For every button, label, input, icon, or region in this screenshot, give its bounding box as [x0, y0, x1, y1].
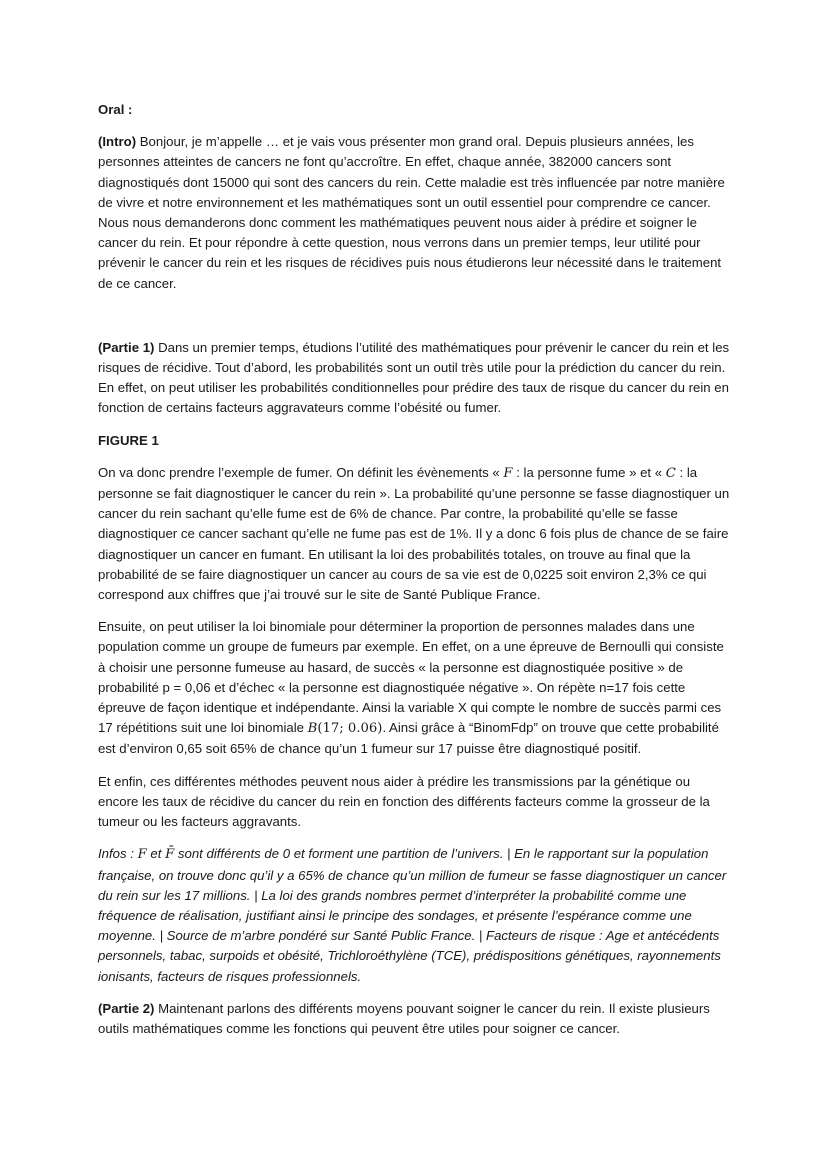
partie1-text: Dans un premier temps, étudions l’utilité des mathématiques pour prévenir le cancer du rein et les risques de récidive. Tout d’abord, les probabilités sont un outil très utile pour la prédiction du cancer du rein. En effet, on peut utiliser les probabilités conditionnelles pour prédire des taux de risque du cancer du rein en fonction de certains facteurs aggravateurs comme l’obésité ou fumer. — [98, 339, 730, 416]
title-colon: : — [124, 102, 133, 117]
intro-text: Bonjour, je m’appelle … et je vais vous présenter mon grand oral. Depuis plusieurs années, les personnes atteintes de cancers ne font qu’accroître. En effet, chaque année, 382000 cancers sont diagnostiqués dont 15000 qui sont des cancers du rein. Cette maladie est très influencée par notre manière de vivre et notre environnement et les mathématiques sont un outil essentiel pour comprendre ce cancer. Nous nous demanderons donc comment les mathématiques peuvent nous aider à prédire et soigner le cancer du rein. Et pour répondre à cette question, nous verrons dans un premier temps, leur utilité pour prévenir le cancer du rein et les risques de récidives puis nous étudierons leur nécessité dans le traitement de ce cancer. — [98, 134, 725, 291]
fumer-paragraph — [98, 463, 730, 605]
binomiale-text-b: . Ainsi grâce à “BinomFdp” on trouve que cette probabilité est d’environ 0,65 soit 65% de chance qu’un 1 fumeur sur 17 puisse être diagnostiqué positif. — [98, 720, 719, 757]
fumer-text-a: On va donc prendre l’exemple de fumer. On définit les évènements « — [98, 464, 504, 480]
intro-label: (Intro) — [98, 134, 137, 150]
enfin-paragraph: Et enfin, ces différentes méthodes peuvent nous aider à prédire les transmissions par la génétique ou encore les taux de récidive du cancer du rein en fonction des différents facteurs comme la grosseur de la tumeur ou les facteurs aggravants. — [98, 773, 710, 830]
binomiale-paragraph — [98, 617, 730, 759]
binomial-params: (17; 0.06) — [317, 721, 383, 737]
event-c-symbol: C — [665, 465, 676, 481]
partie1-label: (Partie 1) — [98, 339, 155, 355]
partie2-paragraph — [98, 999, 730, 1039]
infos-fbar-symbol: F̄ — [165, 847, 175, 863]
document-title — [98, 100, 730, 120]
event-f-symbol: F — [503, 465, 513, 481]
binomiale-text-a: Ensuite, on peut utiliser la loi binomiale pour déterminer la proportion de personnes malades dans une population comme un groupe de fumeurs par exemple. En effet, on a une épreuve de Bernoulli qui consiste à choisir une personne fumeuse au hasard, de succès « la personne est diagnostiquée positive » de probabilité p = 0,06 et d’échec « la personne est diagnostiquée négative ». On répète n=17 fois cette épreuve de façon identique et indépendante. Ainsi la variable X qui compte le nombre de succès parmi ces 17 répétitions suit une loi binomiale — [98, 619, 724, 736]
infos-text-b: et — [146, 846, 166, 862]
infos-paragraph — [98, 844, 730, 986]
title-text: Oral — [98, 102, 125, 117]
binomial-b-symbol: B — [307, 721, 318, 737]
partie2-label: (Partie 2) — [98, 1000, 155, 1016]
fumer-text-b: : la personne fume » et « — [512, 464, 666, 480]
partie1-paragraph — [98, 338, 730, 419]
infos-f-symbol: F — [137, 847, 147, 863]
intro-paragraph — [98, 132, 730, 294]
fumer-text-c: : la personne se fait diagnostiquer le cancer du rein ». La probabilité qu’une personne se fasse diagnostiquer un cancer du rein sachant qu’elle fume est de 6% de chance. Par contre, la probabilité qu’elle se fasse diagnostiquer ce cancer sachant qu’elle ne fume pas est de 1%. Il y a donc 6 fois plus de chance de se faire diagnostiquer un cancer en fumant. En utilisant la loi des probabilités totales, on trouve au final que la probabilité de se faire diagnostiquer un cancer au cours de sa vie est de 0,0225 soit environ 2,3% ce qui correspond aux chiffres que j’ai trouvé sur le site de Santé Publique France. — [98, 464, 730, 603]
infos-text-a: Infos : — [98, 846, 138, 862]
section-spacer — [98, 306, 730, 338]
infos-text-c: sont différents de 0 et forment une partition de l’univers. | En le rapportant sur la population française, on trouve donc qu’il y a 65% de chance qu’un million de fumeur se fasse diagnostiquer un cancer du rein sur les 17 millions. | La loi des grands nombres permet d’interpréter la probabilité comme une fréquence de réalisation, justifiant ainsi le principe des sondages, et présente l’espérance comme une moyenne. | Source de m’arbre pondéré sur Santé Public France. | Facteurs de risque : Age et antécédents personnels, tabac, surpoids et obésité, Trichloroéthylène (TCE), prédispositions génétiques, rayonnements ionisants, facteurs de risques professionnels. — [98, 846, 727, 984]
figure-label: FIGURE 1 — [98, 432, 159, 448]
partie2-text: Maintenant parlons des différents moyens pouvant soigner le cancer du rein. Il existe plusieurs outils mathématiques comme les fonctions qui peuvent être utiles pour soigner ce cancer. — [98, 1000, 710, 1036]
